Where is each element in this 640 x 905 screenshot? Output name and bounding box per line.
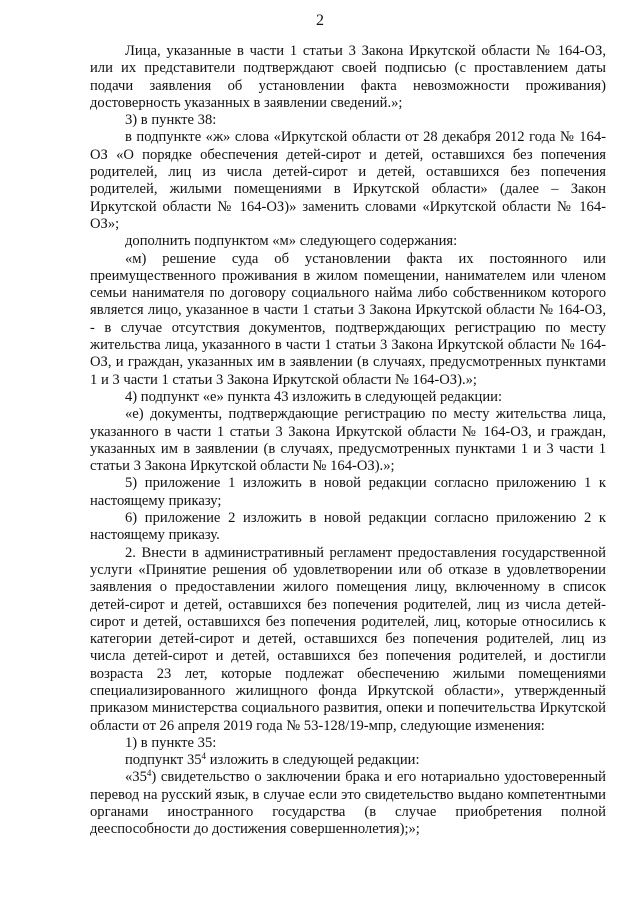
paragraph-text: «35 [125,769,147,786]
document-body [90,43,606,839]
paragraph: 3) в пункте 38: [125,112,217,129]
superscript: 4 [201,751,207,762]
paragraph: 1) в пункте 35: [125,734,217,751]
paragraph-text: подпункт 35 [125,752,202,769]
paragraph: Лица, указанные в части 1 статьи 3 Закона Иркутской области № 164-ОЗ, или их представители подтверждают своей подписью (с проставлением даты подачи заявления об установлении факта невозможности проживания) достоверность указанных в заявлении сведений.»; [90,43,606,111]
paragraph [90,769,606,838]
paragraph [90,752,606,769]
paragraph: «е) документы, подтверждающие регистрацию по месту жительства лица, указанного в части 1 статьи 3 Закона Иркутской области № 164-ОЗ, и граждан, указанных им в заявлении (в случаях, предусмотренных пунктами 1 и 3 части 1 статьи 3 Закона Иркутской области № 164-ОЗ).»; [90,406,606,475]
paragraph: 4) подпункт «е» пункта 43 изложить в следующей редакции: [125,388,503,405]
page-number: 2 [316,12,324,29]
paragraph: 2. Внести в административный регламент предоставления государственной услуги «Принятие решения об удовлетворении или об отказе в удовлетворении заявления о предоставлении жилого помещения лицу, включенному в список детей-сирот и детей, оставшихся без попечения родителей, лиц из числа детей-сирот и детей, оставшихся без попечения родителей, лиц, которые относились к категории детей-сирот и детей, оставшихся без попечения родителей, лиц из числа детей-сирот и детей, оставшихся без попечения родителей, и достигли возраста 23 лет, которые подлежат обеспечению жилыми помещениями специализированного жилищного фонда Иркутской области», утвержденный приказом министерства социального развития, опеки и попечительства Иркутской области от 26 апреля 2019 года № 53-128/19-мпр, следующие изменения: [90,544,606,734]
paragraph: 6) приложение 2 изложить в новой редакции согласно приложению 2 к настоящему приказу. [90,510,606,544]
paragraph: 5) приложение 1 изложить в новой редакции согласно приложению 1 к настоящему приказу; [90,475,606,509]
paragraph: в подпункте «ж» слова «Иркутской области от 28 декабря 2012 года № 164-ОЗ «О порядке обеспечения детей-сирот и детей, оставшихся без попечения родителей, лиц из числа детей-сирот и детей, оставшихся без попечения родителей, жилыми помещениями в Иркутской области» (далее – Закон Иркутской области № 164-ОЗ)» заменить словами «Иркутской области № 164-ОЗ»; [90,129,606,232]
paragraph-text: изложить в следующей редакции: [206,752,420,769]
paragraph-text: ) свидетельство о заключении брака и его нотариально удостоверенный перевод на русский язык, в случае если это свидетельство выдано компетентными органами иностранного государства (в случае приобретения полной дееспособности до достижения совершеннолетия);»; [90,769,606,838]
paragraph: «м) решение суда об установлении факта их постоянного или преимущественного проживания в жилом помещении, нанимателем или членом семьи нанимателя по договору социального найма либо собственником которого является лицо, указанное в части 1 статьи 3 Закона Иркутской области № 164-ОЗ, - в случае отсутствия документов, подтверждающих регистрацию по месту жительства лица, указанного в части 1 статьи 3 Закона Иркутской области № 164-ОЗ, и граждан, указанных им в заявлении (в случаях, предусмотренных пунктами 1 и 3 части 1 статьи 3 Закона Иркутской области № 164-ОЗ).»; [90,250,606,388]
paragraph: дополнить подпунктом «м» следующего содержания: [125,233,458,250]
superscript: 4 [146,768,152,779]
